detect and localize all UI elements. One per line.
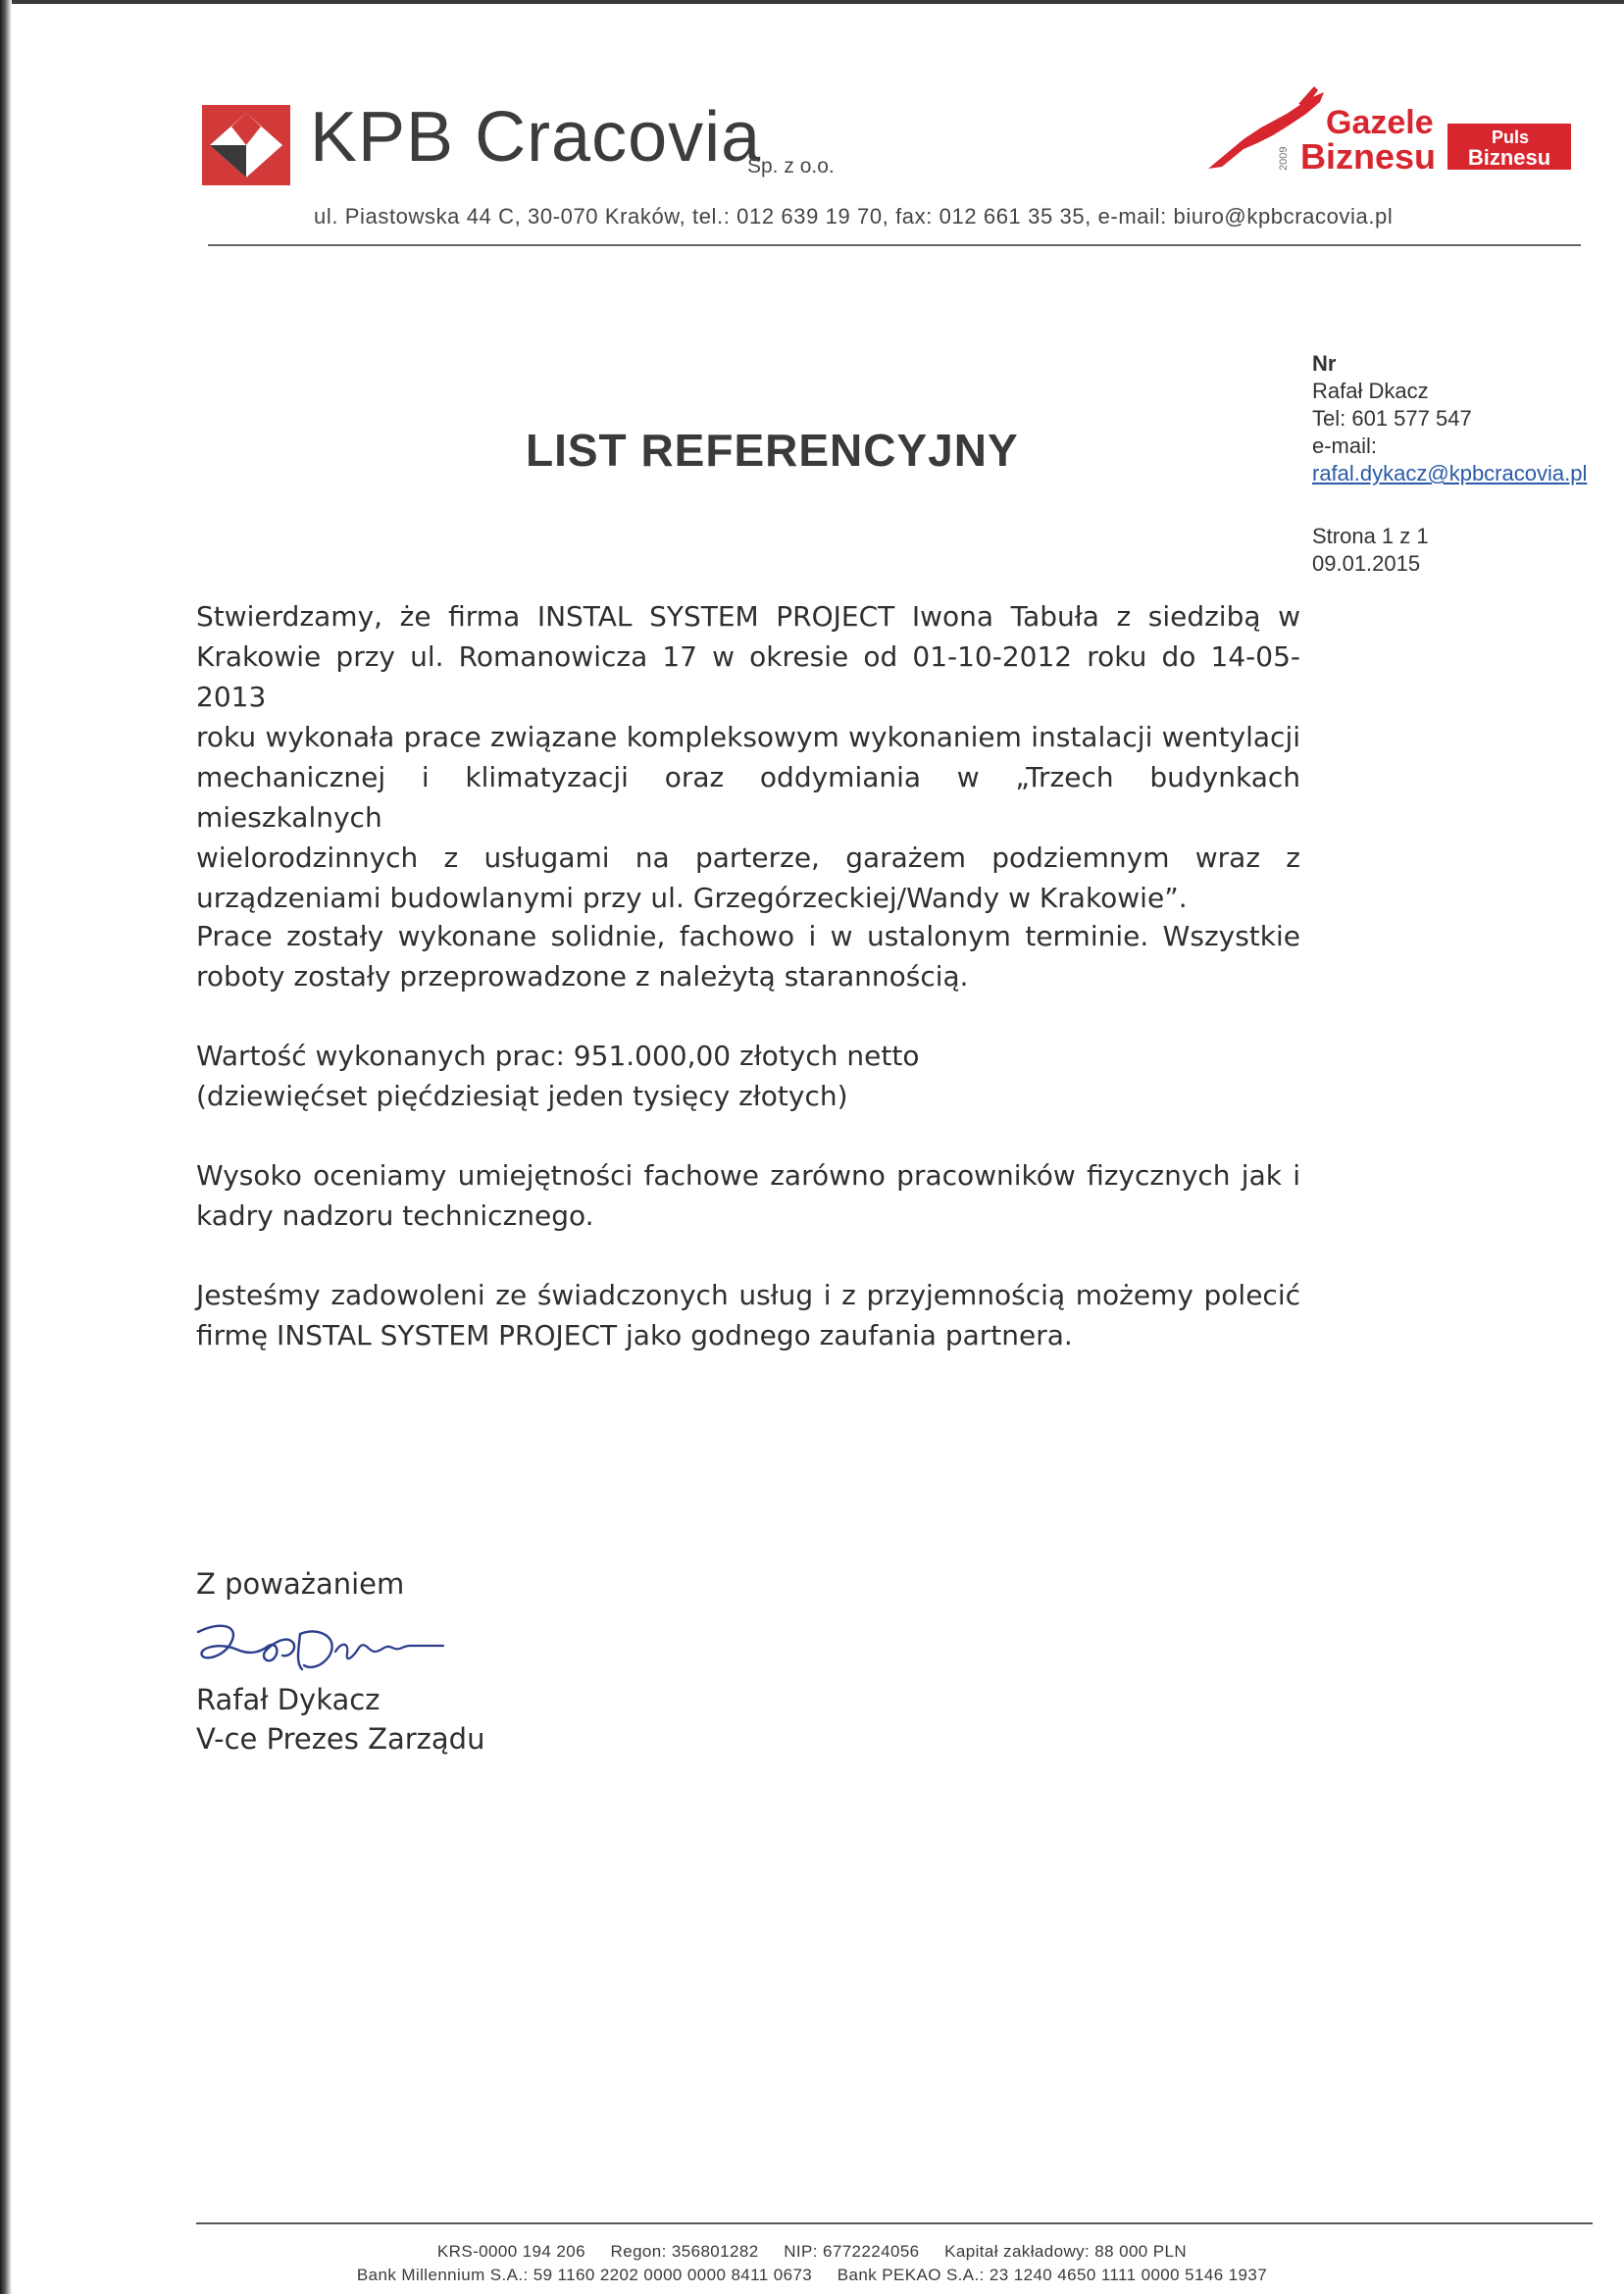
footer-registration-info: KRS-0000 194 206 Regon: 356801282 NIP: 6772224056 Kapitał zakładowy: 88 000 PLN (436, 2242, 1188, 2261)
scan-top-edge (12, 0, 1624, 4)
company-name: KPB Cracovia (310, 98, 762, 177)
text-line: Stwierdzamy, że firma INSTAL SYSTEM PROJECT Iwona Tabuła z siedzibą w (196, 600, 1300, 633)
document-title: LIST REFERENCYJNY (526, 425, 1019, 476)
text-line: roku wykonała prace związane kompleksowym wykonaniem instalacji wentylacji (196, 721, 1300, 753)
text-line: mechanicznej i klimatyzacji oraz oddymiania w „Trzech budynkach mieszkalnych (196, 761, 1300, 834)
contact-phone: Tel: 601 577 547 (1312, 406, 1472, 431)
svg-text:Biznesu: Biznesu (1300, 136, 1437, 175)
handwritten-signature (192, 1612, 447, 1689)
paragraph-recommendation (196, 1275, 1300, 1355)
svg-text:Gazele: Gazele (1326, 104, 1434, 141)
kpb-logo-icon (202, 105, 290, 185)
text-line: kadry nadzoru technicznego. (196, 1199, 594, 1232)
gazele-biznesu-badge (1204, 84, 1573, 175)
text-line: Krakowie przy ul. Romanowicza 17 w okresie od 01-10-2012 roku do 14-05-2013 (196, 640, 1300, 713)
contact-email-label: e-mail: (1312, 433, 1378, 458)
contact-name: Rafał Dkacz (1312, 379, 1429, 403)
text-line: Wysoko oceniamy umiejętności fachowe zarówno pracowników fizycznych jak i (196, 1159, 1300, 1192)
paragraph-skills (196, 1155, 1300, 1236)
paragraph-contract-value (196, 1036, 1300, 1116)
svg-text:Biznesu: Biznesu (1467, 145, 1551, 170)
text-line: Wartość wykonanych prac: 951.000,00 złotych netto (196, 1040, 920, 1072)
letter-date: 09.01.2015 (1312, 551, 1421, 576)
signatory-position: V-ce Prezes Zarządu (196, 1722, 485, 1756)
contact-email-link[interactable]: rafal.dykacz@kpbcracovia.pl (1312, 461, 1588, 485)
text-line: Jesteśmy zadowoleni ze świadczonych usług i z przyjemnością możemy polecić (196, 1279, 1300, 1311)
text-line: urządzeniami budowlanymi przy ul. Grzegórzeckiej/Wandy w Krakowie”. (196, 882, 1188, 914)
text-line: wielorodzinnych z usługami na parterze, garażem podziemnym wraz z (196, 841, 1300, 874)
company-address: ul. Piastowska 44 C, 30-070 Kraków, tel.: 012 639 19 70, fax: 012 661 35 35, e-mail: biuro@kpbcracovia.pl (314, 204, 1394, 229)
svg-text:2009: 2009 (1278, 146, 1290, 171)
text-line: firmę INSTAL SYSTEM PROJECT jako godnego zaufania partnera. (196, 1319, 1073, 1351)
paragraph-scope-of-work (196, 596, 1300, 918)
text-line: Prace zostały wykonane solidnie, fachowo i w ustalonym terminie. Wszystkie (196, 920, 1300, 952)
header-divider (208, 244, 1581, 246)
paragraph-quality (196, 916, 1300, 996)
svg-text:Puls: Puls (1491, 127, 1530, 147)
reference-number-label: Nr (1312, 351, 1337, 376)
closing-greeting: Z poważaniem (196, 1567, 405, 1601)
signatory-name: Rafał Dykacz (196, 1683, 381, 1716)
company-legal-form: Sp. z o.o. (747, 155, 835, 178)
footer-bank-info: Bank Millennium S.A.: 59 1160 2202 0000 0000 8411 0673 Bank PEKAO S.A.: 23 1240 4650 1111 0000 5146 1937 (356, 2266, 1268, 2284)
footer-divider (196, 2222, 1593, 2224)
text-line: roboty zostały przeprowadzone z należytą starannością. (196, 960, 969, 993)
scan-edge-shadow (0, 0, 12, 2294)
page-indicator: Strona 1 z 1 (1312, 524, 1429, 548)
text-line: (dziewięćset pięćdziesiąt jeden tysięcy złotych) (196, 1080, 848, 1112)
